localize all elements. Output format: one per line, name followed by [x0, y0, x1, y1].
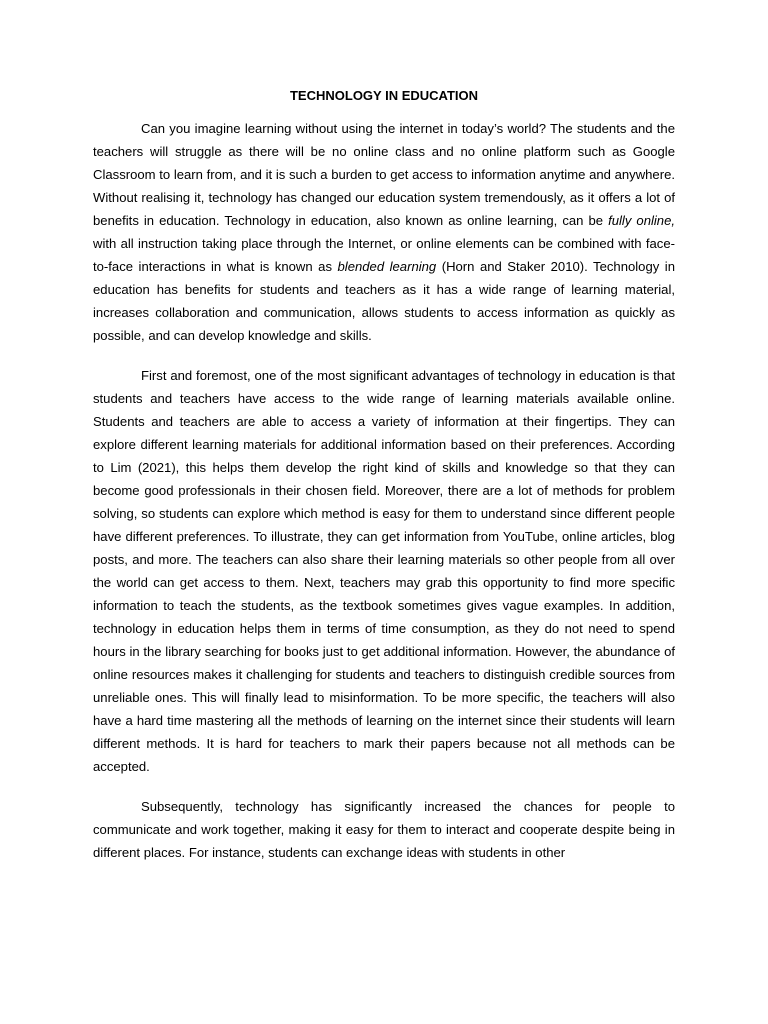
paragraph-3-segment-1: Subsequently, technology has significantly increased the chances for people to communicate and work together, making it easy for them to interact and cooperate despite being in different places. For instance, students can exchange ideas with students in other: [93, 799, 675, 860]
paragraph-1-segment-3: with all instruction taking place through the Internet, or online elements can be combined with face-to-face interactions in what is known as: [93, 236, 675, 274]
paragraph-1: [93, 117, 675, 347]
paragraph-3: [93, 795, 675, 864]
paragraph-1-segment-5: (Horn and Staker 2010). Technology in education has benefits for students and teachers as it has a wide range of learning material, increases collaboration and communication, allows students to access information as quickly as possible, and can develop knowledge and skills.: [93, 259, 675, 343]
paragraph-1-italic-fully-online: fully online,: [608, 213, 675, 228]
paragraph-1-italic-blended-learning: blended learning: [337, 259, 437, 274]
paragraph-2-segment-1: First and foremost, one of the most significant advantages of technology in education is that students and teachers have access to the wide range of learning materials available online. Students and teachers are able to access a variety of information at their fingertips. They can explore different learning materials for additional information based on their preferences. According to Lim (2021), this helps them develop the right kind of skills and knowledge so that they can become good professionals in their chosen field. Moreover, there are a lot of methods for problem solving, so students can explore which method is easy for them to understand since different people have different preferences. To illustrate, they can get information from YouTube, online articles, blog posts, and more. The teachers can also share their learning materials so other people from all over the world can get access to them. Next, teachers may grab this opportunity to find more specific information to teach the students, as the textbook sometimes gives vague examples. In addition, technology in education helps them in terms of time consumption, as they do not need to spend hours in the library searching for books just to get additional information. However, the abundance of online resources makes it challenging for students and teachers to distinguish credible sources from unreliable ones. This will finally lead to misinformation. To be more specific, the teachers will also have a hard time mastering all the methods of learning on the internet since their students will learn different methods. It is hard for teachers to mark their papers because not all methods can be accepted.: [93, 368, 675, 774]
document-title: TECHNOLOGY IN EDUCATION: [289, 88, 479, 103]
document-page: [93, 87, 675, 881]
paragraph-1-segment-1: Can you imagine learning without using the internet in today’s world? The students and the teachers will struggle as there will be no online class and no online platform such as Google Classroom to learn from, and it is such a burden to get access to information anytime and anywhere. Without realising it, technology has changed our education system tremendously, as it offers a lot of benefits in education. Technology in education, also known as online learning, can be: [93, 121, 675, 228]
paragraph-2: [93, 364, 675, 778]
